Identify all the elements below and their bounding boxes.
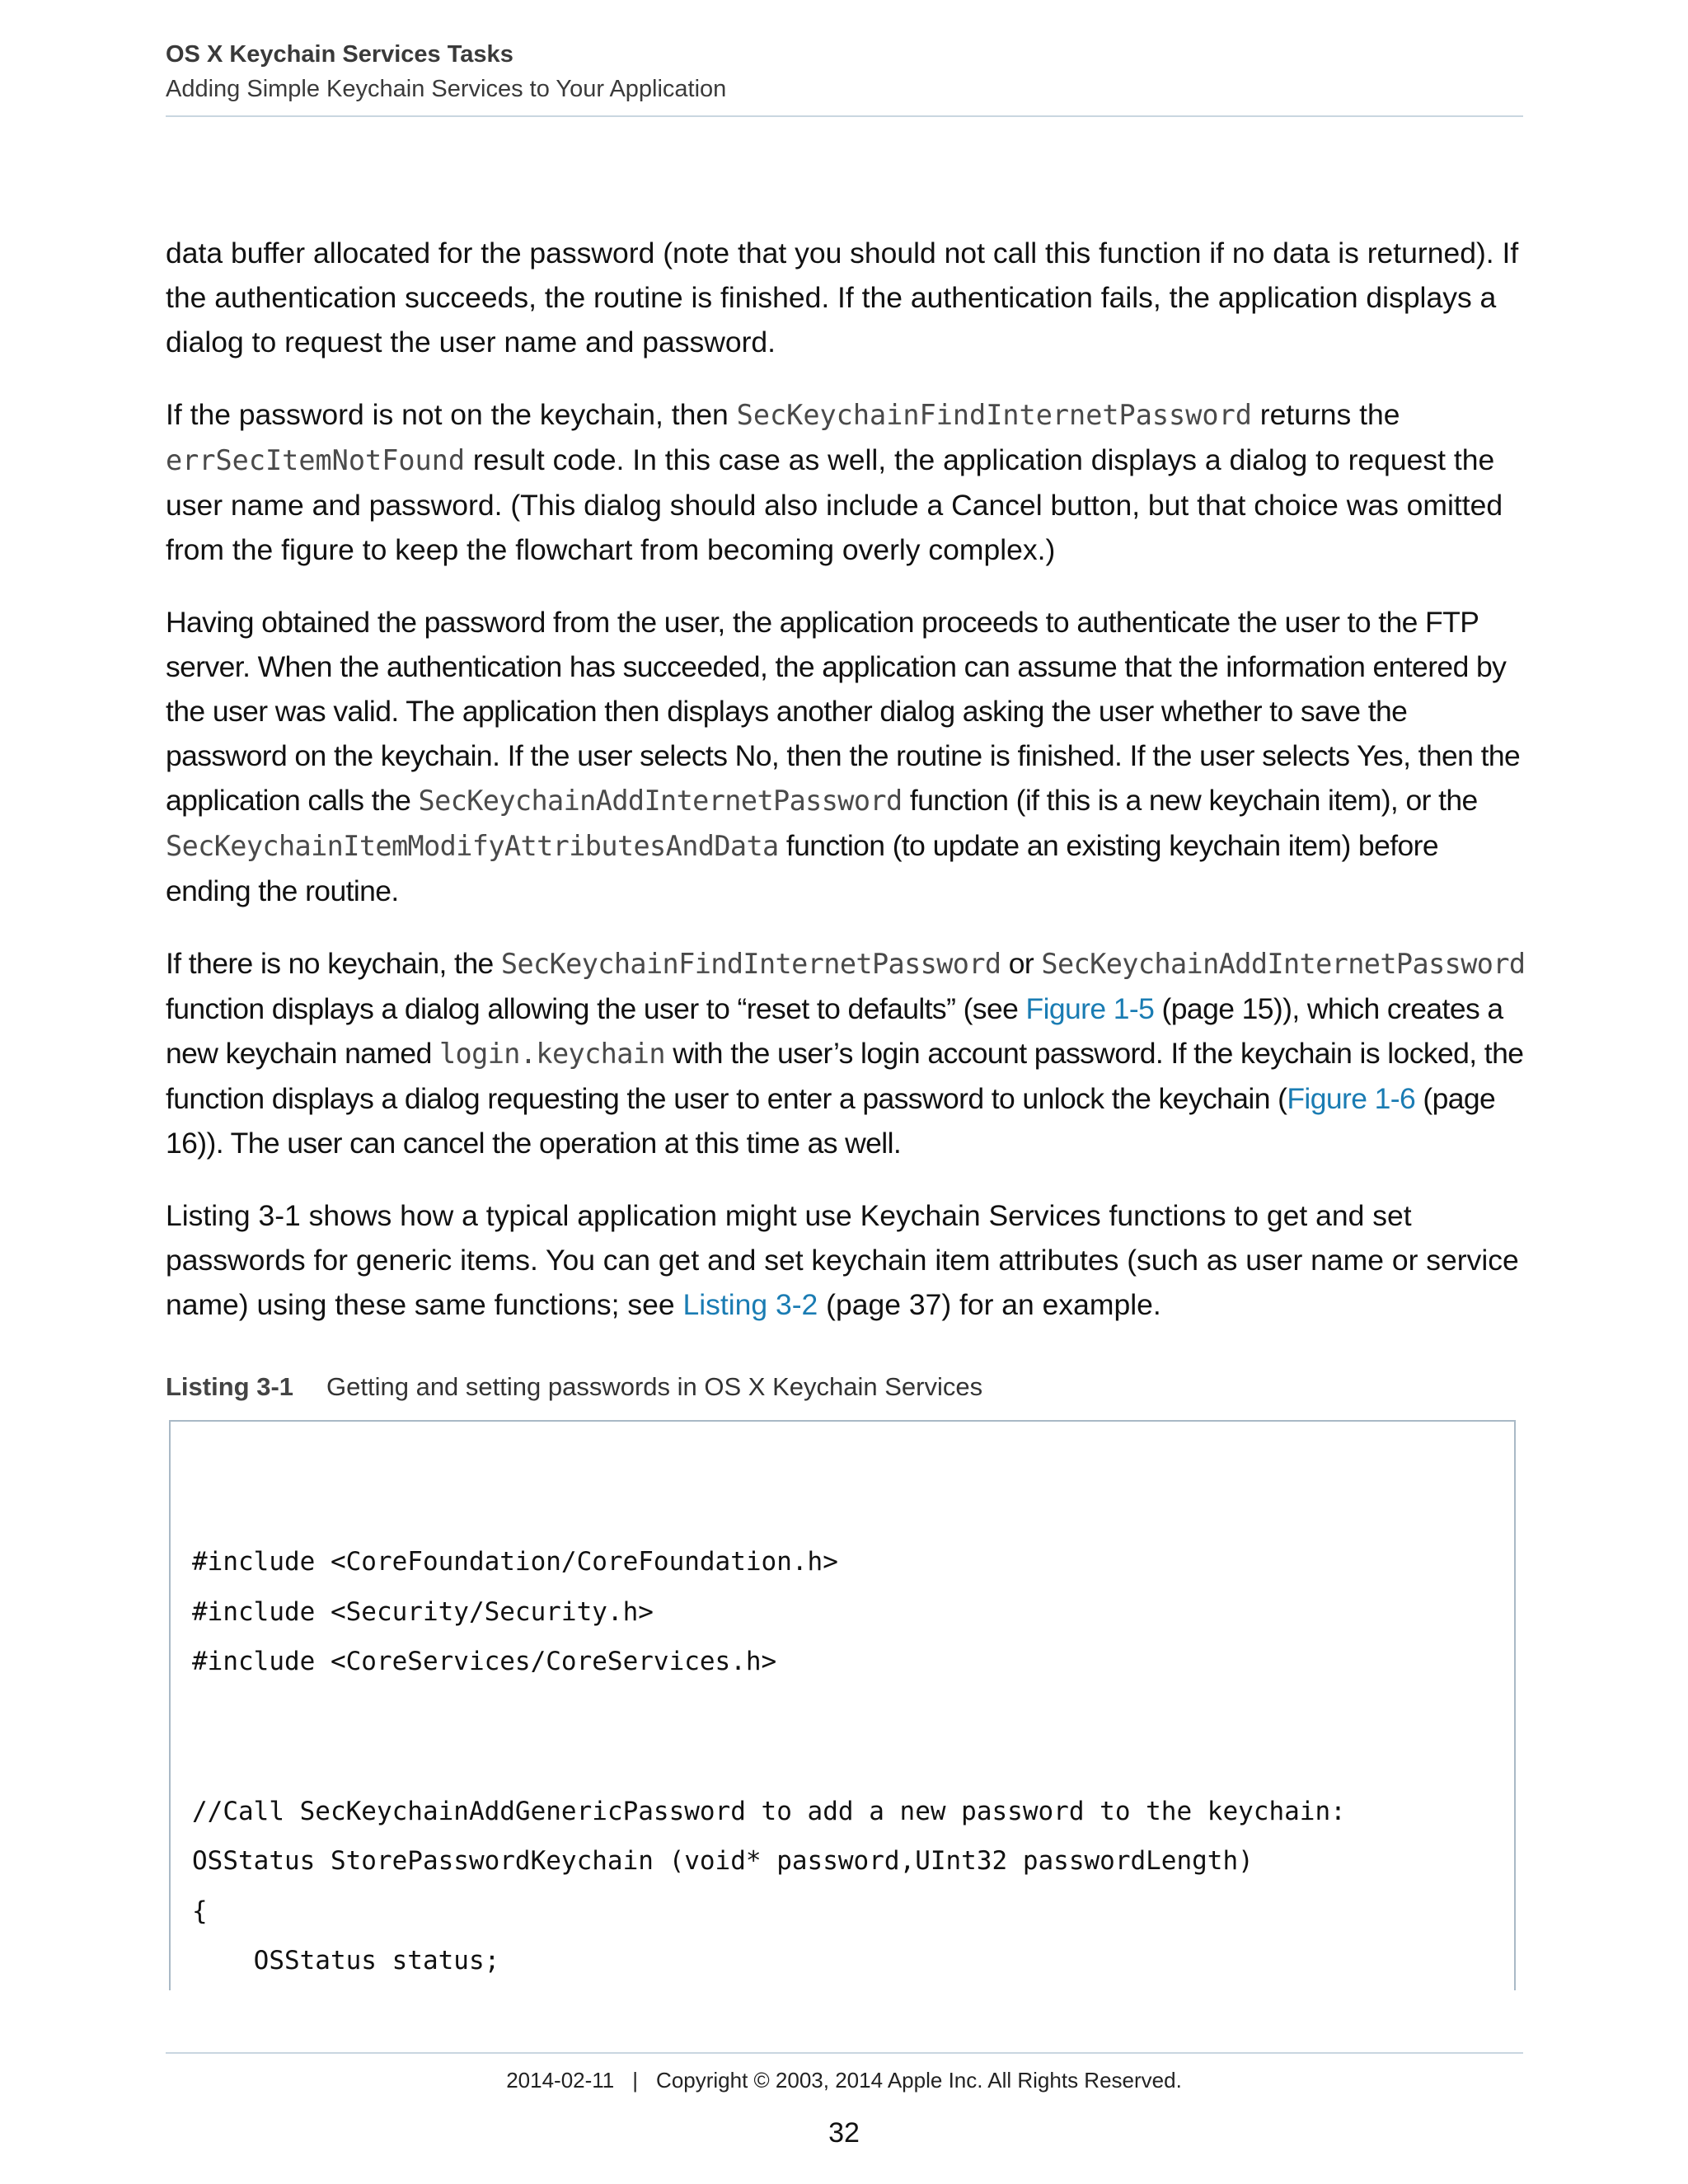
chapter-title: OS X Keychain Services Tasks — [166, 41, 513, 68]
paragraph-3 — [166, 600, 1526, 913]
page-header — [166, 36, 1523, 117]
paragraph-text: (page 37) for an example. — [818, 1288, 1161, 1321]
code-line — [192, 1736, 1346, 1787]
code-symbol-modify-attributes: SecKeychainItemModifyAttributesAndData — [166, 830, 779, 862]
paragraph-text: function (if this is a new keychain item), or the — [902, 784, 1478, 817]
paragraph-4 — [166, 941, 1526, 1165]
code-line: #include <CoreServices/CoreServices.h> — [192, 1647, 777, 1676]
code-line: #include <Security/Security.h> — [192, 1596, 654, 1627]
code-listing — [169, 1420, 1516, 1990]
figure-1-6-link[interactable]: Figure 1-6 — [1287, 1082, 1416, 1115]
paragraph-text: function (to update an existing keychain item) before ending the routine. — [166, 829, 1438, 907]
section-title: Adding Simple Keychain Services to Your Application — [166, 76, 727, 102]
page-number: 32 — [828, 2117, 860, 2149]
listing-caption — [166, 1367, 982, 1407]
paragraph-text: function displays a dialog allowing the user to “reset to defaults” (see — [166, 992, 1026, 1025]
code-line: OSStatus status; — [192, 1946, 500, 1975]
paragraph-5 — [166, 1193, 1526, 1327]
paragraph-text: with the user’s login account password. If the keychain is locked, the function displays a dialog requesting the user to enter a password to unlock the keychain ( — [166, 1037, 1524, 1115]
code-line: OSStatus StorePasswordKeychain (void* password,UInt32 passwordLength) — [192, 1846, 1254, 1876]
code-symbol-err-sec-item-not-found: errSecItemNotFound — [166, 444, 466, 476]
paragraph-text: (page 16)). The user can cancel the operation at this time as well. — [166, 1082, 1496, 1160]
paragraph-text: If the password is not on the keychain, then — [166, 398, 737, 431]
code-symbol-find-internet-password: SecKeychainFindInternetPassword — [500, 948, 1001, 980]
paragraph-text: data buffer allocated for the password (note that you should not call this function if no data is returned). If the authentication succeeds, the routine is finished. If the authentication fails, the application displays a dialog to request the user name and password. — [166, 237, 1519, 359]
code-symbol-find-internet-password: SecKeychainFindInternetPassword — [736, 399, 1252, 431]
listing-title: Getting and setting passwords in OS X Keychain Services — [326, 1372, 983, 1401]
footer-date: 2014-02-11 — [506, 2068, 615, 2093]
code-lines — [192, 1537, 1346, 1986]
footer — [0, 2065, 1688, 2095]
paragraph-2 — [166, 392, 1526, 572]
paragraph-text: (page 15)), which creates a new keychain named — [166, 992, 1503, 1070]
paragraph-text: Listing 3-1 shows how a typical application might use Keychain Services functions to get and set passwords for generic items. You can get and set keychain item attributes (such as user name or service name) using these same functions; see — [166, 1199, 1519, 1321]
code-symbol-add-internet-password: SecKeychainAddInternetPassword — [1041, 948, 1526, 980]
footer-separator: | — [632, 2068, 639, 2093]
code-line: //Call SecKeychainAddGenericPassword to add a new password to the keychain: — [192, 1796, 1346, 1826]
paragraph-text: If there is no keychain, the — [166, 947, 501, 980]
footer-copyright: Copyright © 2003, 2014 Apple Inc. All Rights Reserved. — [656, 2068, 1182, 2093]
code-symbol-login-keychain: login.keychain — [438, 1038, 665, 1070]
code-line: #include <CoreFoundation/CoreFoundation.h> — [192, 1547, 838, 1577]
body-text — [166, 231, 1526, 1355]
paragraph-text: result code. In this case as well, the application displays a dialog to request the user name and password. (This dialog should also include a Cancel button, but that choice was omitted from the figure to keep the flowchart from becoming overly complex.) — [166, 443, 1503, 566]
figure-1-5-link[interactable]: Figure 1-5 — [1025, 992, 1155, 1025]
paragraph-1 — [166, 231, 1526, 364]
paragraph-text: returns the — [1251, 398, 1400, 431]
footer-divider — [166, 2052, 1523, 2054]
listing-label: Listing 3-1 — [166, 1372, 294, 1401]
paragraph-text: Having obtained the password from the user, the application proceeds to authenticate the user to the FTP server. When the authentication has succeeded, the application can assume that the information entered by the user was valid. The application then displays another dialog asking the user whether to save the password on the keychain. If the user selects No, then the routine is finished. If the user selects Yes, then the application calls the — [166, 606, 1521, 817]
code-line: { — [192, 1896, 208, 1926]
listing-3-2-link[interactable]: Listing 3-2 — [682, 1288, 818, 1321]
paragraph-text: or — [1001, 947, 1042, 980]
code-symbol-add-internet-password: SecKeychainAddInternetPassword — [418, 785, 903, 817]
code-line — [192, 1687, 1346, 1737]
